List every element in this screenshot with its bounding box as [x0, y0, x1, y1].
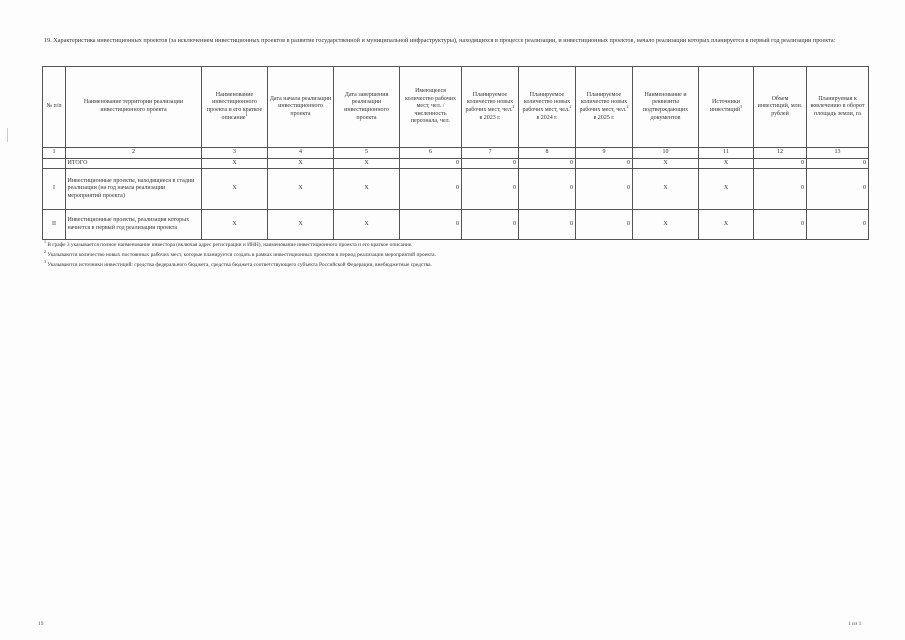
- table-cell: X: [699, 158, 754, 169]
- column-header: Планируемое количество новых рабочих мест, чел.$^2$ в 2025 г.: [576, 67, 633, 148]
- table-cell: Инвестиционные проекты, находящиеся в стадии реализации (на год начала реализации мероприятий проекта): [66, 169, 202, 210]
- column-number: 5: [334, 148, 400, 159]
- column-number: 3: [202, 148, 268, 159]
- column-header: Наименование территории реализации инвестиционного проекта: [66, 67, 202, 148]
- table-cell: 0: [519, 169, 576, 210]
- table-cell: 0: [807, 210, 869, 240]
- table-row: [43, 158, 869, 169]
- column-number: 1: [43, 148, 66, 159]
- column-header: Источники инвестиций$^3$: [699, 67, 754, 148]
- table-cell: 0: [754, 158, 807, 169]
- column-number: 9: [576, 148, 633, 159]
- table-cell: X: [268, 158, 334, 169]
- page-of-indicator: 1 из 1: [848, 621, 862, 627]
- footnote: $^1$ В графе 3 указывается полное наименование инвестора (включая адрес регистрации и ИНН), наименование инвестиционного проекта и его краткое описание.: [44, 239, 413, 248]
- table-cell: 0: [807, 158, 869, 169]
- table-cell: X: [699, 210, 754, 240]
- column-header: Наименование инвестиционного проекта и его краткое описание$^1$: [202, 67, 268, 148]
- table-cell: 0: [576, 210, 633, 240]
- table-cell: ИТОГО: [66, 158, 202, 169]
- table-cell: X: [633, 169, 699, 210]
- table-header-row: [43, 67, 869, 148]
- column-numbers-row: [43, 148, 869, 159]
- footnote: $^3$ Указываются источники инвестиций: средства федерального бюджета, средства бюджета соответствующего субъекта Российской Федерации, внебюджетные средства.: [44, 259, 432, 268]
- column-number: 6: [400, 148, 462, 159]
- table-cell: 0: [754, 210, 807, 240]
- table-cell: 0: [400, 210, 462, 240]
- table-cell: X: [633, 210, 699, 240]
- table-cell: II: [43, 210, 66, 240]
- column-header: Наименование и реквизиты подтверждающих документов: [633, 67, 699, 148]
- page-number: 19: [38, 621, 44, 627]
- table-cell: Инвестиционные проекты, реализация которых начнется в первый год реализации проекта: [66, 210, 202, 240]
- table-cell: 0: [519, 210, 576, 240]
- column-number: 11: [699, 148, 754, 159]
- table-cell: 0: [576, 169, 633, 210]
- column-number: 8: [519, 148, 576, 159]
- table-cell: 0: [400, 169, 462, 210]
- table-cell: 0: [519, 158, 576, 169]
- table-body: [43, 148, 869, 240]
- column-number: 12: [754, 148, 807, 159]
- section-heading: 19. Характеристика инвестиционных проектов (за исключением инвестиционных проектов в развитие государственной и муниципальной инфраструктуры), находящихся в процессе реализации, и инвестиционных проектов, начало реализации которых планируется в первый год реализации проекта:: [44, 37, 836, 44]
- column-header: № п/п: [43, 67, 66, 148]
- table-cell: X: [334, 169, 400, 210]
- footnotes: [44, 240, 864, 270]
- table-cell: X: [268, 169, 334, 210]
- table-cell: X: [334, 158, 400, 169]
- table-cell: X: [202, 210, 268, 240]
- table-row: [43, 169, 869, 210]
- table-cell: I: [43, 169, 66, 210]
- column-number: 10: [633, 148, 699, 159]
- column-header: Имеющееся количество рабочих мест, чел. / численность персонала, чел.: [400, 67, 462, 148]
- column-number: 13: [807, 148, 869, 159]
- table-cell: X: [202, 169, 268, 210]
- table-cell: 0: [462, 158, 519, 169]
- table-cell: X: [202, 158, 268, 169]
- table-cell: X: [268, 210, 334, 240]
- column-number: 2: [66, 148, 202, 159]
- footnote: $^2$ Указываются количество новых постоянных рабочих мест, которые планируется создать в рамках инвестиционных проектов в период реализации мероприятий проекта.: [44, 249, 436, 258]
- table-cell: 0: [462, 169, 519, 210]
- table-cell: 0: [462, 210, 519, 240]
- table-cell: 0: [400, 158, 462, 169]
- column-header: Планируемое количество новых рабочих мест, чел.$^2$ в 2024 г.: [519, 67, 576, 148]
- table-cell: X: [334, 210, 400, 240]
- table-cell: 0: [576, 158, 633, 169]
- table-cell: X: [633, 158, 699, 169]
- column-header: Объем инвестиций, млн. рублей: [754, 67, 807, 148]
- table-cell: 0: [754, 169, 807, 210]
- column-header: Планируемое количество новых рабочих мест, чел.$^2$ в 2023 г.: [462, 67, 519, 148]
- investment-projects-table: [42, 66, 869, 240]
- column-number: 7: [462, 148, 519, 159]
- column-header: Дата начала реализации инвестиционного проекта: [268, 67, 334, 148]
- table-cell: X: [699, 169, 754, 210]
- table-cell: 0: [807, 169, 869, 210]
- table-cell: [43, 158, 66, 169]
- column-number: 4: [268, 148, 334, 159]
- column-header: Планируемая к вовлечению в оборот площадь земли, га: [807, 67, 869, 148]
- scan-artifact: [7, 128, 8, 142]
- column-header: Дата завершения реализации инвестиционного проекта: [334, 67, 400, 148]
- table-row: [43, 210, 869, 240]
